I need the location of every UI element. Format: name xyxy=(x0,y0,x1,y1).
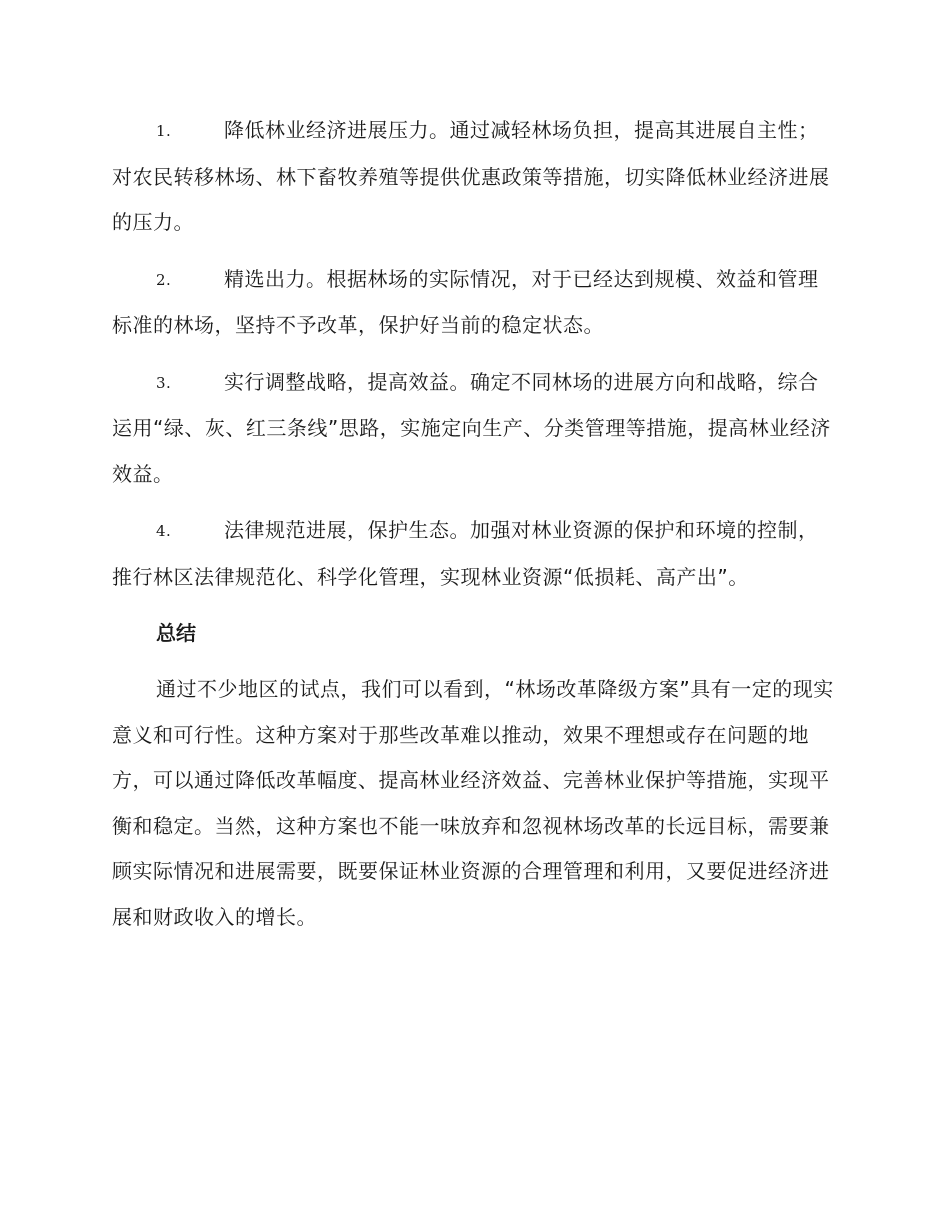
list-item-number: 1. xyxy=(156,122,172,140)
list-item xyxy=(112,257,834,349)
list-item xyxy=(112,508,834,600)
list-item-number: 3. xyxy=(156,373,172,392)
list-item-text: 法律规范进展，保护生态。加强对林业资源的保护和环境的控制，推行林区法律规范化、科学化管理，实现林业资源“低损耗、高产出”。 xyxy=(112,518,819,589)
list-item-text: 降低林业经济进展压力。通过减轻林场负担，提高其进展自主性；对农民转移林场、林下畜牧养殖等提供优惠政策等措施，切实降低林业经济进展的压力。 xyxy=(112,118,830,234)
summary-heading: 总结 xyxy=(156,621,196,645)
list-item-text: 实行调整战略，提高效益。确定不同林场的进展方向和战略，综合运用“绿、灰、红三条线”思路，实施定向生产、分类管理等措施，提高林业经济效益。 xyxy=(112,369,831,486)
list-item xyxy=(112,360,834,498)
list-item-text: 精选出力。根据林场的实际情况，对于已经达到规模、效益和管理标准的林场，坚持不予改革，保护好当前的稳定状态。 xyxy=(112,266,819,337)
list-item xyxy=(112,108,834,246)
document-page xyxy=(112,108,834,940)
list-item-number: 2. xyxy=(156,270,172,289)
summary-paragraph: 通过不少地区的试点，我们可以看到，“林场改革降级方案”具有一定的现实意义和可行性。这种方案对于那些改革难以推动，效果不理想或存在问题的地方，可以通过降低改革幅度、提高林业经济效益、完善林业保护等措施，实现平衡和稳定。当然，这种方案也不能一味放弃和忽视林场改革的长远目标，需要兼顾实际情况和进展需要，既要保证林业资源的合理管理和利用，又要促进经济进展和财政收入的增长。 xyxy=(112,677,834,929)
list-item-number: 4. xyxy=(156,522,172,540)
